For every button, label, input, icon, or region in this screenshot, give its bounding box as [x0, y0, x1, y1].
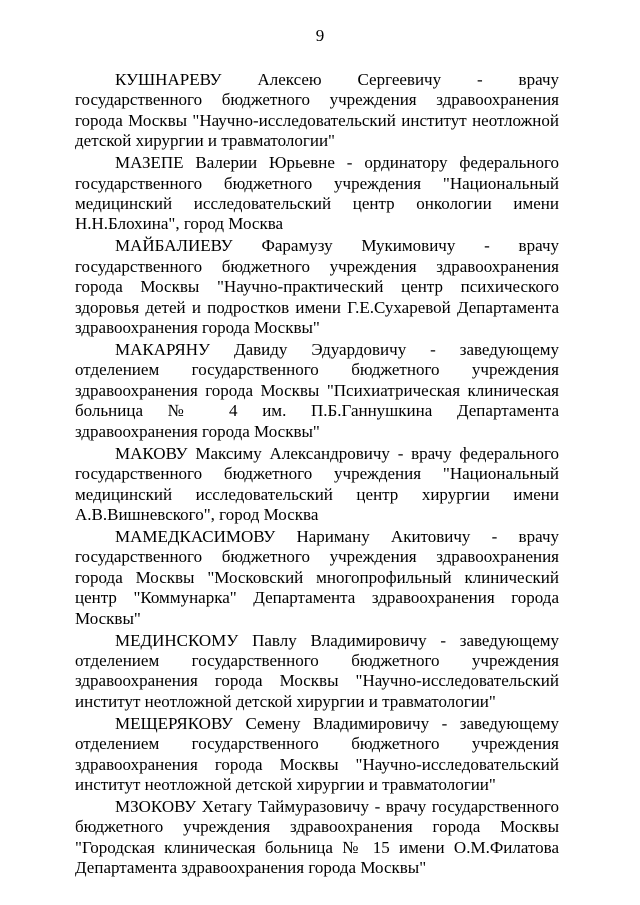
list-item: МЗОКОВУ Хетагу Таймуразовичу - врачу государственного бюджетного учреждения здравоохранения города Москвы "Городская клиническая больница № 15 имени О.М.Филатова Департамента здравоохранения города Москвы" [75, 796, 559, 878]
award-list [75, 70, 559, 879]
list-item: МАЙБАЛИЕВУ Фарамузу Мукимовичу - врачу государственного бюджетного учреждения здравоохранения города Москвы "Научно-практический центр психического здоровья детей и подростков имени Г.Е.Сухаревой Департамента здравоохранения города Москвы" [75, 236, 559, 338]
list-item: МЕЩЕРЯКОВУ Семену Владимировичу - заведующему отделением государственного бюджетного учреждения здравоохранения города Москвы "Научно-исследовательский институт неотложной детской хирургии и травматологии" [75, 713, 559, 794]
list-item: МЕДИНСКОМУ Павлу Владимировичу - заведующему отделением государственного бюджетного учреждения здравоохранения города Москвы "Научно-исследовательский институт неотложной детской хирургии и травматологии" [75, 630, 559, 711]
page-number: 9 [315, 26, 325, 45]
list-item: МАКАРЯНУ Давиду Эдуардовичу - заведующему отделением государственного бюджетного учреждения здравоохранения города Москвы "Психиатрическая клиническая больница № 4 им. П.Б.Ганнушкина Департамента здравоохранения города Москвы" [75, 340, 559, 441]
list-item: МАКОВУ Максиму Александровичу - врачу федерального государственного бюджетного учреждения "Национальный медицинский исследовательский центр хирургии имени А.В.Вишневского", город Москва [75, 443, 559, 524]
list-item: МАЗЕПЕ Валерии Юрьевне - ординатору федерального государственного бюджетного учреждения "Национальный медицинский исследовательский центр онкологии имени Н.Н.Блохина", город Москва [75, 153, 559, 234]
list-item: МАМЕДКАСИМОВУ Нариману Акитовичу - врачу государственного бюджетного учреждения здравоохранения города Москвы "Московский многопрофильный клинический центр "Коммунарка" Департамента здравоохранения города Москвы" [75, 526, 559, 628]
list-item: КУШНАРЕВУ Алексею Сергеевичу - врачу государственного бюджетного учреждения здравоохранения города Москвы "Научно-исследовательский институт неотложной детской хирургии и травматологии" [75, 70, 559, 151]
